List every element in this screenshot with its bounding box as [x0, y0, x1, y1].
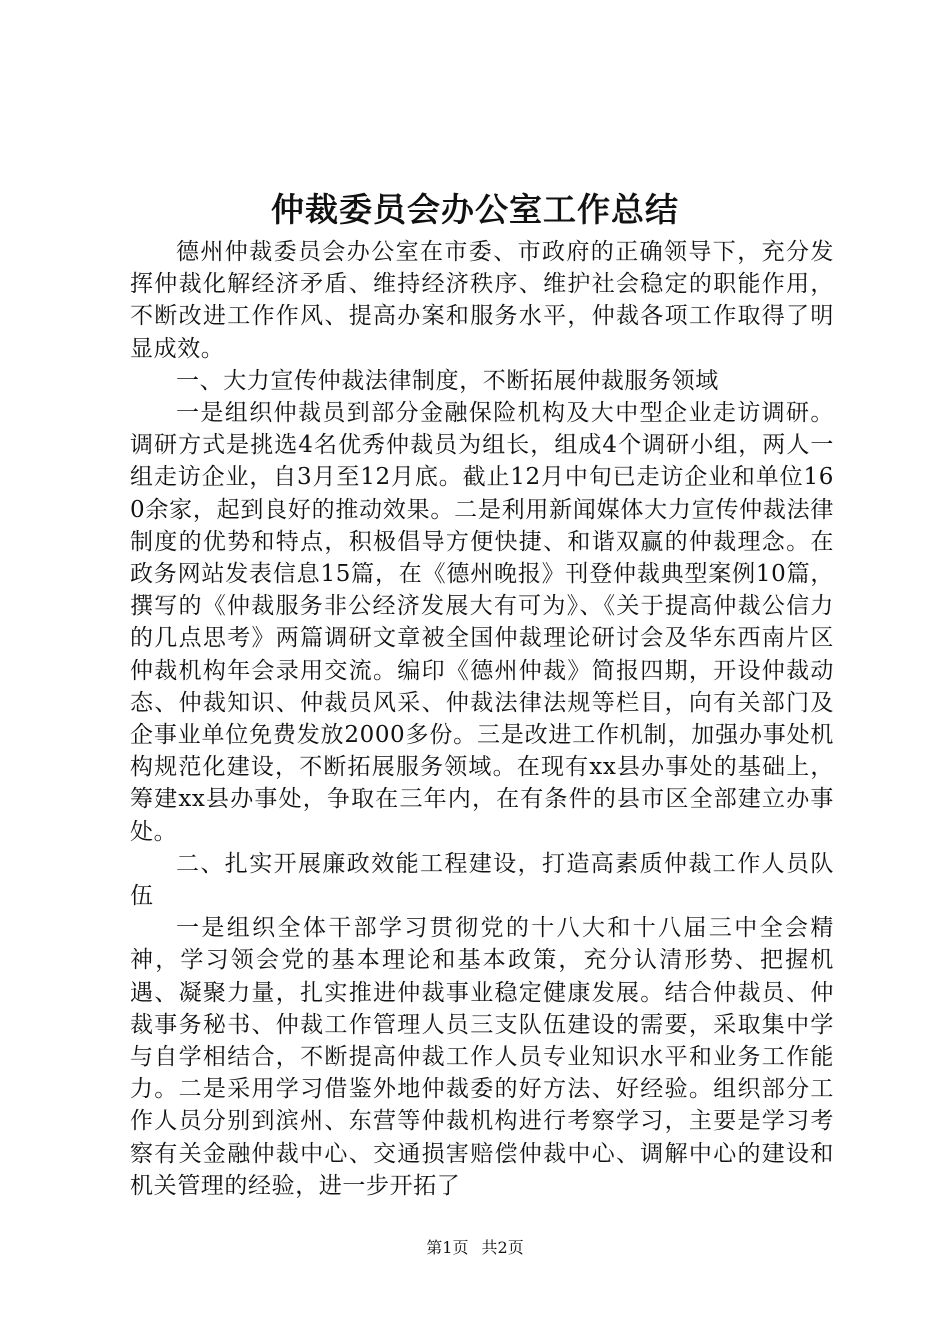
section-2-paragraph: 一是组织全体干部学习贯彻党的十八大和十八届三中全会精神，学习领会党的基本理论和基本政策，充分认清形势、把握机遇、凝聚力量，扎实推进仲裁事业稳定健康发展。结合仲裁员、仲裁事务秘书、仲裁工作管理人员三支队伍建设的需要，采取集中学与自学相结合，不断提高仲裁工作人员专业知识水平和业务工作能力。二是采用学习借鉴外地仲裁委的好方法、好经验。组织部分工作人员分别到滨州、东营等仲裁机构进行考察学习，主要是学习考察有关金融仲裁中心、交通损害赔偿仲裁中心、调解中心的建设和机关管理的经验，进一步开拓了 [130, 915, 834, 1199]
document-body [130, 236, 834, 1202]
section-heading-1: 一、大力宣传仲裁法律制度，不断拓展仲裁服务领域 [176, 367, 719, 394]
intro-paragraph: 德州仲裁委员会办公室在市委、市政府的正确领导下，充分发挥仲裁化解经济矛盾、维持经济秩序、维护社会稳定的职能作用，不断改进工作作风、提高办案和服务水平，仲裁各项工作取得了明显成效。 [130, 239, 834, 362]
section-heading-2: 二、扎实开展廉政效能工程建设，打造高素质仲裁工作人员队伍 [130, 850, 834, 910]
page-total: 共2页 [481, 1238, 524, 1257]
page-number: 第1页 [426, 1238, 469, 1257]
page-footer [0, 1238, 950, 1258]
document-title: 仲裁委员会办公室工作总结 [271, 190, 679, 229]
section-1-paragraph: 一是组织仲裁员到部分金融保险机构及大中型企业走访调研。调研方式是挑选4名优秀仲裁员为组长，组成4个调研小组，两人一组走访企业，自3月至12月底。截止12月中旬已走访企业和单位160余家，起到良好的推动效果。二是利用新闻媒体大力宣传仲裁法律制度的优势和特点，积极倡导方便快捷、和谐双赢的仲裁理念。在政务网站发表信息15篇，在《德州晚报》刊登仲裁典型案例10篇，撰写的《仲裁服务非公经济发展大有可为》、《关于提高仲裁公信力的几点思考》两篇调研文章被全国仲裁理论研讨会及华东西南片区仲裁机构年会录用交流。编印《德州仲裁》简报四期，开设仲裁动态、仲裁知识、仲裁员风采、仲裁法律法规等栏目，向有关部门及企事业单位免费发放2000多份。三是改进工作机制，加强办事处机构规范化建设，不断拓展服务领域。在现有xx县办事处的基础上，筹建xx县办事处，争取在三年内，在有条件的县市区全部建立办事处。 [130, 400, 834, 845]
